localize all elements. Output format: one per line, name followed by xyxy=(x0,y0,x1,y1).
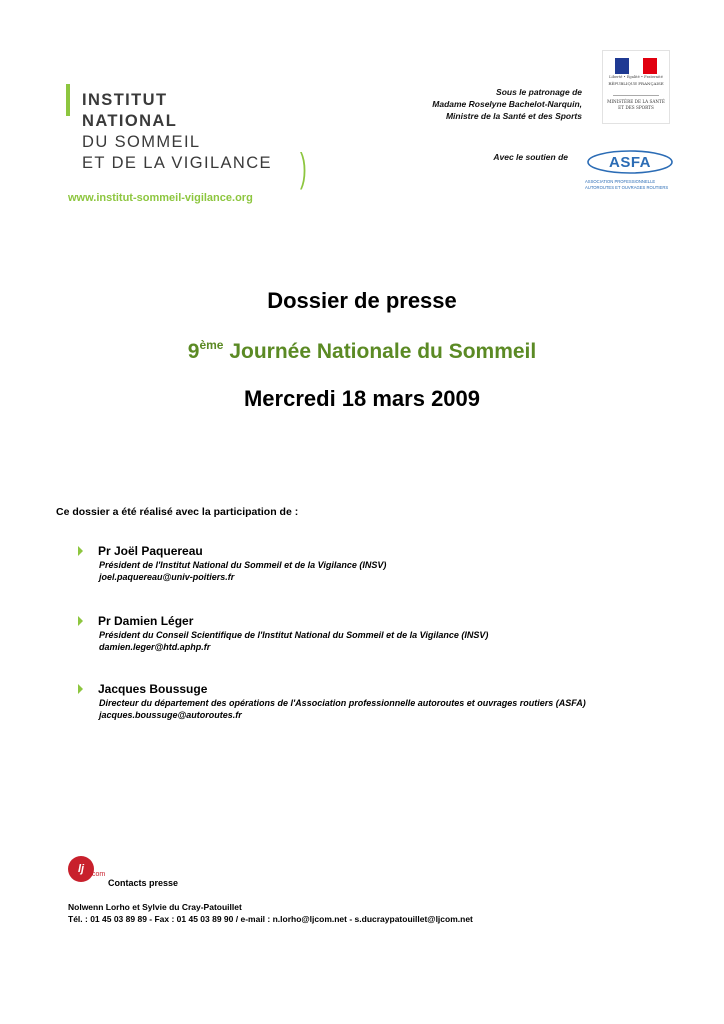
logo-bracket: ) xyxy=(300,146,307,190)
event-title xyxy=(0,338,724,364)
asfa-logo xyxy=(585,146,675,194)
soutien-label: Avec le soutien de xyxy=(493,152,568,162)
ljcom-suffix: com xyxy=(92,871,106,878)
participant-name: Jacques Boussuge xyxy=(98,682,208,696)
insv-logo xyxy=(82,90,272,174)
ministry-divider xyxy=(613,95,659,96)
ministry-republic: RÉPUBLIQUE FRANÇAISE xyxy=(608,81,664,86)
event-date: Mercredi 18 mars 2009 xyxy=(243,386,481,411)
participant-name: Pr Joël Paquereau xyxy=(98,544,203,558)
ministry-name-line-2: ET DES SPORTS xyxy=(618,105,654,110)
patronage-line-3: Ministre de la Santé et des Sports xyxy=(445,111,582,121)
bullet-icon xyxy=(78,546,83,556)
patronage-line-1: Sous le patronage de xyxy=(496,87,582,97)
ljcom-circle: lj xyxy=(68,856,94,882)
logo-line-4: ET DE LA VIGILANCE xyxy=(82,154,272,172)
asfa-subtitle xyxy=(585,179,677,190)
asfa-name: ASFA xyxy=(609,154,652,171)
participant-email[interactable]: damien.leger@htd.aphp.fr xyxy=(99,642,211,652)
patronage-line-2: Madame Roselyne Bachelot-Narquin, xyxy=(432,99,582,109)
contact-names: Nolwenn Lorho et Sylvie du Cray-Patouillet xyxy=(68,902,242,912)
event-name: Journée Nationale du Sommeil xyxy=(223,340,537,363)
ministry-name-line-1: MINISTÈRE DE LA SANTÉ xyxy=(607,99,665,104)
participant-role: Directeur du département des opérations de l'Association professionnelle autoroutes et ouvrages routiers (ASFA) xyxy=(99,698,586,708)
participation-intro: Ce dossier a été réalisé avec la participation de : xyxy=(56,506,299,518)
ministry-name xyxy=(603,99,669,111)
participant-role: Président de l'Institut National du Sommeil et de la Vigilance (INSV) xyxy=(99,560,387,570)
bullet-icon xyxy=(78,684,83,694)
ljcom-logo xyxy=(68,856,108,886)
ministry-logo xyxy=(602,50,670,124)
asfa-subtitle-1: ASSOCIATION PROFESSIONNELLE xyxy=(585,179,656,184)
contact-details: Tél. : 01 45 03 89 89 - Fax : 01 45 03 89 90 / e-mail : n.lorho@ljcom.net - s.ducraypatouillet@ljcom.net xyxy=(68,914,473,924)
participant-role: Président du Conseil Scientifique de l'Institut National du Sommeil et de la Vigilance (INSV) xyxy=(99,630,489,640)
ministry-motto: Liberté • Égalité • Fraternité xyxy=(609,75,663,79)
logo-line-1: INSTITUT xyxy=(82,91,168,109)
logo-line-3: DU SOMMEIL xyxy=(82,133,201,151)
french-flag-icon xyxy=(615,58,657,74)
contacts-label: Contacts presse xyxy=(108,878,179,888)
participant-name: Pr Damien Léger xyxy=(98,614,194,628)
asfa-subtitle-2: AUTOROUTES ET OUVRAGES ROUTIERS xyxy=(585,184,669,190)
website-link[interactable]: www.institut-sommeil-vigilance.org xyxy=(68,192,253,204)
logo-line-2: NATIONAL xyxy=(82,112,178,130)
document-title: Dossier de presse xyxy=(267,288,457,313)
participant-email[interactable]: joel.paquereau@univ-poitiers.fr xyxy=(99,572,235,582)
patronage-block xyxy=(432,86,582,122)
logo-accent-bar xyxy=(66,84,70,116)
event-number: 9 xyxy=(187,340,200,363)
bullet-icon xyxy=(78,616,83,626)
event-number-suffix: ème xyxy=(199,338,224,352)
participant-email[interactable]: jacques.boussuge@autoroutes.fr xyxy=(99,710,242,720)
